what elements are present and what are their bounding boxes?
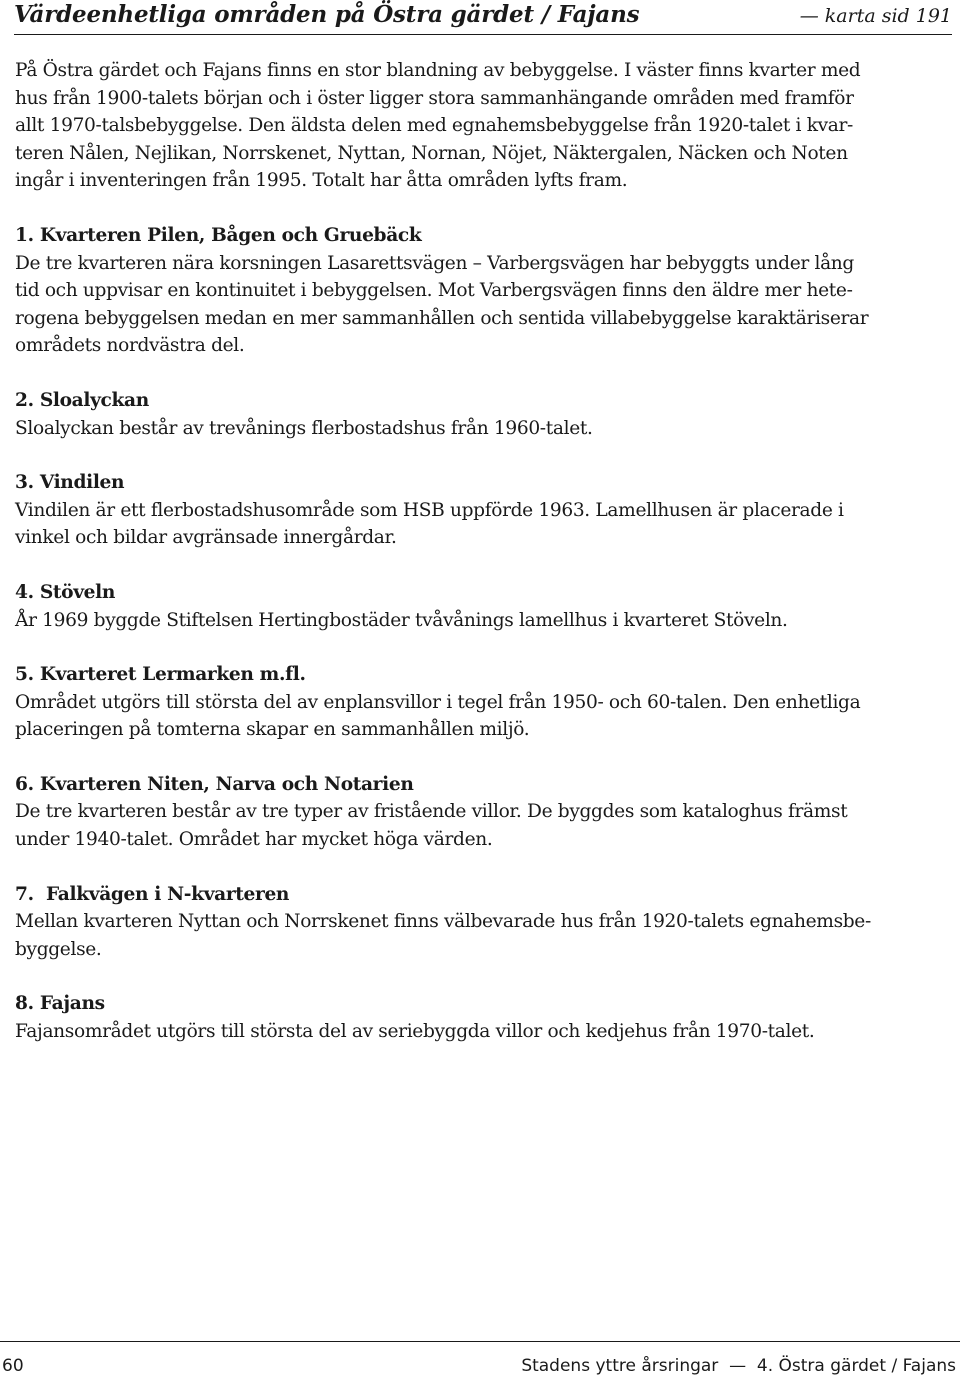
page-title: Värdeenhetliga områden på Östra gärdet / Fajans: [14, 1, 640, 28]
section-line: områdets nordvästra del.: [15, 335, 245, 357]
section-heading: 8. Fajans: [15, 993, 105, 1015]
section-heading: 2. Sloalyckan: [15, 389, 149, 411]
section-heading: 3. Vindilen: [15, 472, 125, 494]
map-page-reference: — karta sid 191: [799, 5, 952, 27]
section-heading: 6. Kvarteren Niten, Narva och Notarien: [15, 773, 414, 795]
section-line: placeringen på tomterna skapar en sammanhållen miljö.: [15, 719, 530, 741]
intro-line: allt 1970-talsbebyggelse. Den äldsta delen med egnahemsbebyggelse från 1920-talet i kvar-: [15, 115, 853, 137]
running-title: Stadens yttre årsringar — 4. Östra gärdet / Fajans: [521, 1356, 956, 1376]
section-line: År 1969 byggde Stiftelsen Hertingbostäder tvåvånings lamellhus i kvarteret Stöveln.: [15, 609, 788, 631]
area-section-8: [15, 990, 945, 1045]
intro-line: ingår i inventeringen från 1995. Totalt har åtta områden lyfts fram.: [15, 170, 628, 192]
area-section-2: [15, 387, 945, 442]
section-text: [15, 250, 945, 360]
section-text: [15, 415, 945, 443]
section-heading: 7. Falkvägen i N-kvarteren: [15, 883, 290, 905]
section-line: De tre kvarteren består av tre typer av fristående villor. De byggdes som kataloghus främst: [15, 801, 848, 823]
section-heading: 1. Kvarteren Pilen, Bågen och Gruebäck: [15, 224, 422, 246]
section-line: byggelse.: [15, 938, 102, 960]
section-text: [15, 689, 945, 744]
section-line: Området utgörs till största del av enplansvillor i tegel från 1950- och 60-talen. Den enhetliga: [15, 691, 861, 713]
area-section-6: [15, 771, 945, 854]
section-line: Fajansområdet utgörs till största del av seriebyggda villor och kedjehus från 1970-talet.: [15, 1021, 815, 1043]
section-text: [15, 497, 945, 552]
section-line: Sloalyckan består av trevånings flerbostadshus från 1960-talet.: [15, 417, 593, 439]
page-footer: [0, 1341, 960, 1380]
section-line: Vindilen är ett flerbostadshusområde som HSB uppförde 1963. Lamellhusen är placerade i: [15, 499, 844, 521]
section-line: tid och uppvisar en kontinuitet i bebyggelsen. Mot Varbergsvägen finns den äldre mer hete-: [15, 280, 853, 302]
intro-line: teren Nålen, Nejlikan, Norrskenet, Nyttan, Nornan, Nöjet, Näktergalen, Näcken och Noten: [15, 142, 848, 164]
area-section-4: [15, 579, 945, 634]
document-body: [15, 57, 945, 1073]
section-line: Mellan kvarteren Nyttan och Norrskenet finns välbevarade hus från 1920-talets egnahemsbe-: [15, 911, 871, 933]
area-section-7: [15, 881, 945, 964]
area-section-3: [15, 469, 945, 552]
section-text: [15, 908, 945, 963]
page-header: [14, 0, 952, 35]
intro-line: hus från 1900-talets början och i öster ligger stora sammanhängande områden med framför: [15, 87, 854, 109]
area-section-1: [15, 222, 945, 360]
section-line: rogena bebyggelsen medan en mer sammanhållen och sentida villabebyggelse karaktäriserar: [15, 307, 869, 329]
intro-paragraph: [15, 57, 945, 195]
section-line: under 1940-talet. Området har mycket höga värden.: [15, 829, 493, 851]
section-text: [15, 607, 945, 635]
intro-line: På Östra gärdet och Fajans finns en stor blandning av bebyggelse. I väster finns kvarter med: [15, 60, 861, 81]
section-line: vinkel och bildar avgränsade innergårdar.: [15, 527, 397, 549]
area-section-5: [15, 661, 945, 744]
section-heading: 5. Kvarteret Lermarken m.fl.: [15, 664, 306, 686]
section-text: [15, 798, 945, 853]
page-number: 60: [2, 1356, 24, 1376]
section-text: [15, 1018, 945, 1046]
section-line: De tre kvarteren nära korsningen Lasarettsvägen – Varbergsvägen har bebyggts under lång: [15, 252, 854, 274]
section-heading: 4. Stöveln: [15, 581, 116, 603]
